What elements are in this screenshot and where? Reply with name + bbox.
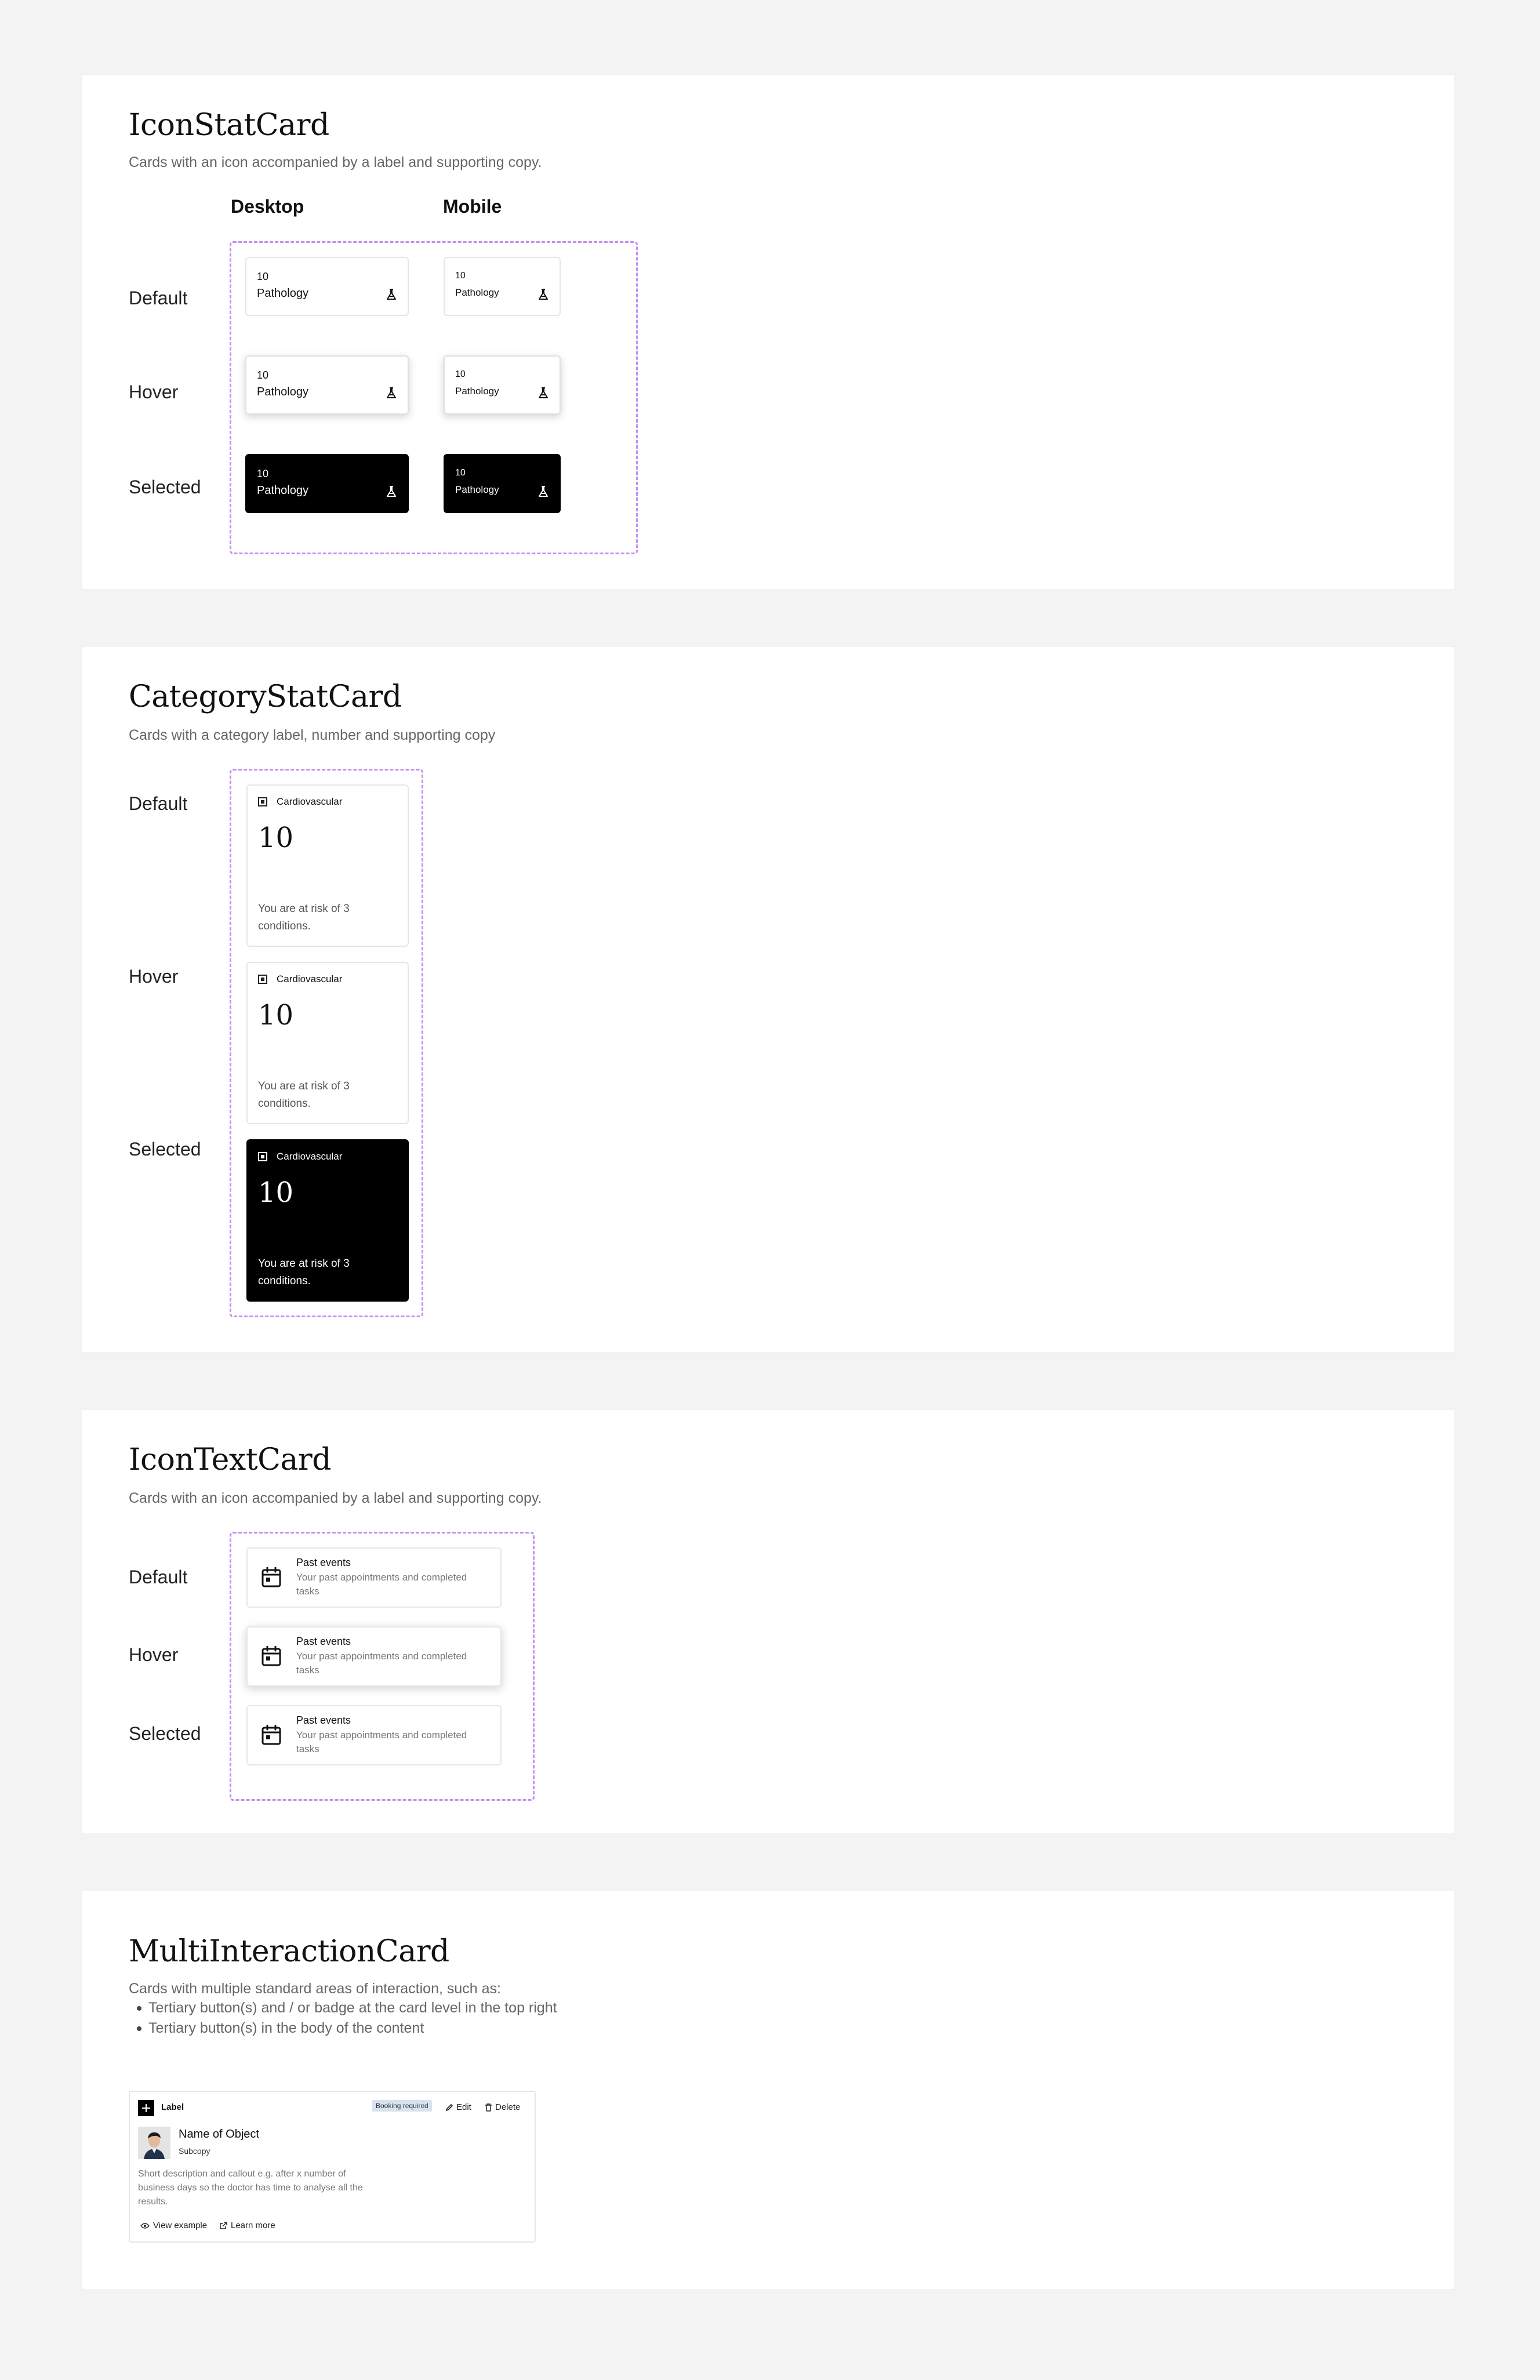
card-subtitle: Your past appointments and completed tasks — [296, 1572, 467, 1597]
view-example-label: View example — [153, 2221, 208, 2230]
stat-label: Pathology — [455, 484, 499, 495]
icon-text-card-default[interactable] — [246, 1547, 502, 1608]
icon-text-card-hover[interactable] — [246, 1626, 502, 1687]
pencil-icon — [445, 2103, 453, 2112]
section-title: IconTextCard — [129, 1442, 332, 1477]
flask-icon — [537, 288, 549, 301]
calendar-icon — [261, 1725, 281, 1746]
variants-frame — [230, 769, 423, 1317]
stat-label: Pathology — [257, 386, 308, 398]
category-label: Cardiovascular — [277, 1151, 343, 1162]
category-number: 10 — [258, 822, 294, 854]
external-link-icon — [219, 2222, 227, 2230]
state-label-selected: Selected — [129, 477, 201, 497]
variants-frame — [230, 241, 638, 554]
icon-stat-card-mobile-default[interactable] — [444, 257, 561, 316]
icon-stat-card-desktop-hover[interactable] — [245, 355, 409, 415]
card-label: Label — [161, 2102, 184, 2112]
stat-number: 10 — [257, 271, 269, 282]
card-title: Past events — [296, 1557, 351, 1568]
section-title: CategoryStatCard — [129, 680, 402, 714]
section-title: MultiInteractionCard — [129, 1934, 449, 1969]
icon-text-card-selected[interactable] — [246, 1705, 502, 1765]
calendar-icon — [261, 1646, 281, 1667]
section-title: IconStatCard — [129, 108, 329, 143]
category-number: 10 — [258, 999, 294, 1031]
icon-stat-card-mobile-hover[interactable] — [444, 355, 561, 415]
edit-label: Edit — [456, 2102, 471, 2112]
checkbox-icon — [258, 975, 267, 984]
icon-stat-card-desktop-selected[interactable] — [245, 454, 409, 513]
edit-button[interactable] — [445, 2102, 471, 2112]
stat-label: Pathology — [257, 287, 308, 300]
state-label-hover: Hover — [129, 381, 179, 402]
stat-label: Pathology — [455, 386, 499, 397]
column-label-desktop: Desktop — [231, 196, 304, 217]
state-label-default: Default — [129, 1567, 188, 1587]
state-label-default: Default — [129, 793, 188, 814]
multi-interaction-card-panel — [82, 1891, 1454, 2289]
plus-icon — [138, 2100, 154, 2116]
icon-stat-card-panel — [82, 75, 1454, 589]
category-label: Cardiovascular — [277, 973, 343, 984]
avatar — [138, 2127, 170, 2159]
delete-label: Delete — [495, 2102, 521, 2112]
checkbox-icon — [258, 1152, 267, 1161]
category-stat-card-panel — [82, 647, 1454, 1352]
section-description: Cards with a category label, number and supporting copy — [129, 727, 496, 743]
state-label-default: Default — [129, 288, 188, 308]
calendar-icon — [261, 1567, 281, 1588]
flask-icon — [386, 485, 397, 498]
category-label: Cardiovascular — [277, 796, 343, 807]
object-subcopy: Subcopy — [179, 2146, 210, 2156]
stat-label: Pathology — [455, 287, 499, 298]
category-number: 10 — [258, 1176, 294, 1209]
eye-icon — [140, 2222, 150, 2229]
state-label-hover: Hover — [129, 1644, 179, 1665]
bullet-item: Tertiary button(s) in the body of the content — [129, 2018, 557, 2039]
stat-number: 10 — [257, 468, 269, 479]
category-stat-card-default[interactable] — [246, 784, 409, 947]
stat-label: Pathology — [257, 484, 308, 497]
section-description: Cards with multiple standard areas of interaction, such as: — [129, 1981, 501, 1997]
category-stat-card-hover[interactable] — [246, 962, 409, 1124]
icon-stat-card-mobile-selected[interactable] — [444, 454, 561, 513]
delete-button[interactable] — [485, 2102, 520, 2112]
stat-number: 10 — [455, 468, 466, 478]
variants-frame — [230, 1532, 535, 1801]
description-bullets — [129, 1998, 557, 2039]
icon-text-card-panel — [82, 1410, 1454, 1833]
column-label-mobile: Mobile — [443, 196, 502, 217]
learn-more-label: Learn more — [231, 2221, 275, 2230]
flask-icon — [537, 387, 549, 399]
card-subtitle: Your past appointments and completed tasks — [296, 1651, 467, 1676]
state-label-selected: Selected — [129, 1139, 201, 1160]
multi-interaction-card[interactable] — [129, 2091, 536, 2243]
flask-icon — [386, 288, 397, 301]
status-badge: Booking required — [372, 2100, 432, 2112]
checkbox-icon — [258, 797, 267, 806]
card-subtitle: Your past appointments and completed tasks — [296, 1729, 467, 1754]
category-copy: You are at risk of 3 conditions. — [258, 1258, 350, 1287]
view-example-button[interactable] — [140, 2221, 207, 2230]
learn-more-button[interactable] — [219, 2221, 275, 2230]
stat-number: 10 — [257, 369, 269, 381]
bullet-item: Tertiary button(s) and / or badge at the card level in the top right — [129, 1998, 557, 2018]
trash-icon — [485, 2103, 492, 2112]
state-label-hover: Hover — [129, 966, 179, 987]
icon-stat-card-desktop-default[interactable] — [245, 257, 409, 316]
state-label-selected: Selected — [129, 1723, 201, 1744]
section-description: Cards with an icon accompanied by a label and supporting copy. — [129, 1490, 542, 1506]
card-title: Past events — [296, 1636, 351, 1647]
category-copy: You are at risk of 3 conditions. — [258, 903, 350, 932]
object-name: Name of Object — [179, 2128, 259, 2141]
card-title: Past events — [296, 1714, 351, 1726]
flask-icon — [386, 387, 397, 399]
stat-number: 10 — [455, 369, 466, 379]
section-description: Cards with an icon accompanied by a label and supporting copy. — [129, 154, 542, 170]
flask-icon — [537, 485, 549, 498]
category-stat-card-selected[interactable] — [246, 1139, 409, 1302]
category-copy: You are at risk of 3 conditions. — [258, 1080, 350, 1110]
stat-number: 10 — [455, 271, 466, 281]
object-description: Short description and callout e.g. after x number of business days so the doctor has time to analyse all the results. — [138, 2169, 363, 2207]
